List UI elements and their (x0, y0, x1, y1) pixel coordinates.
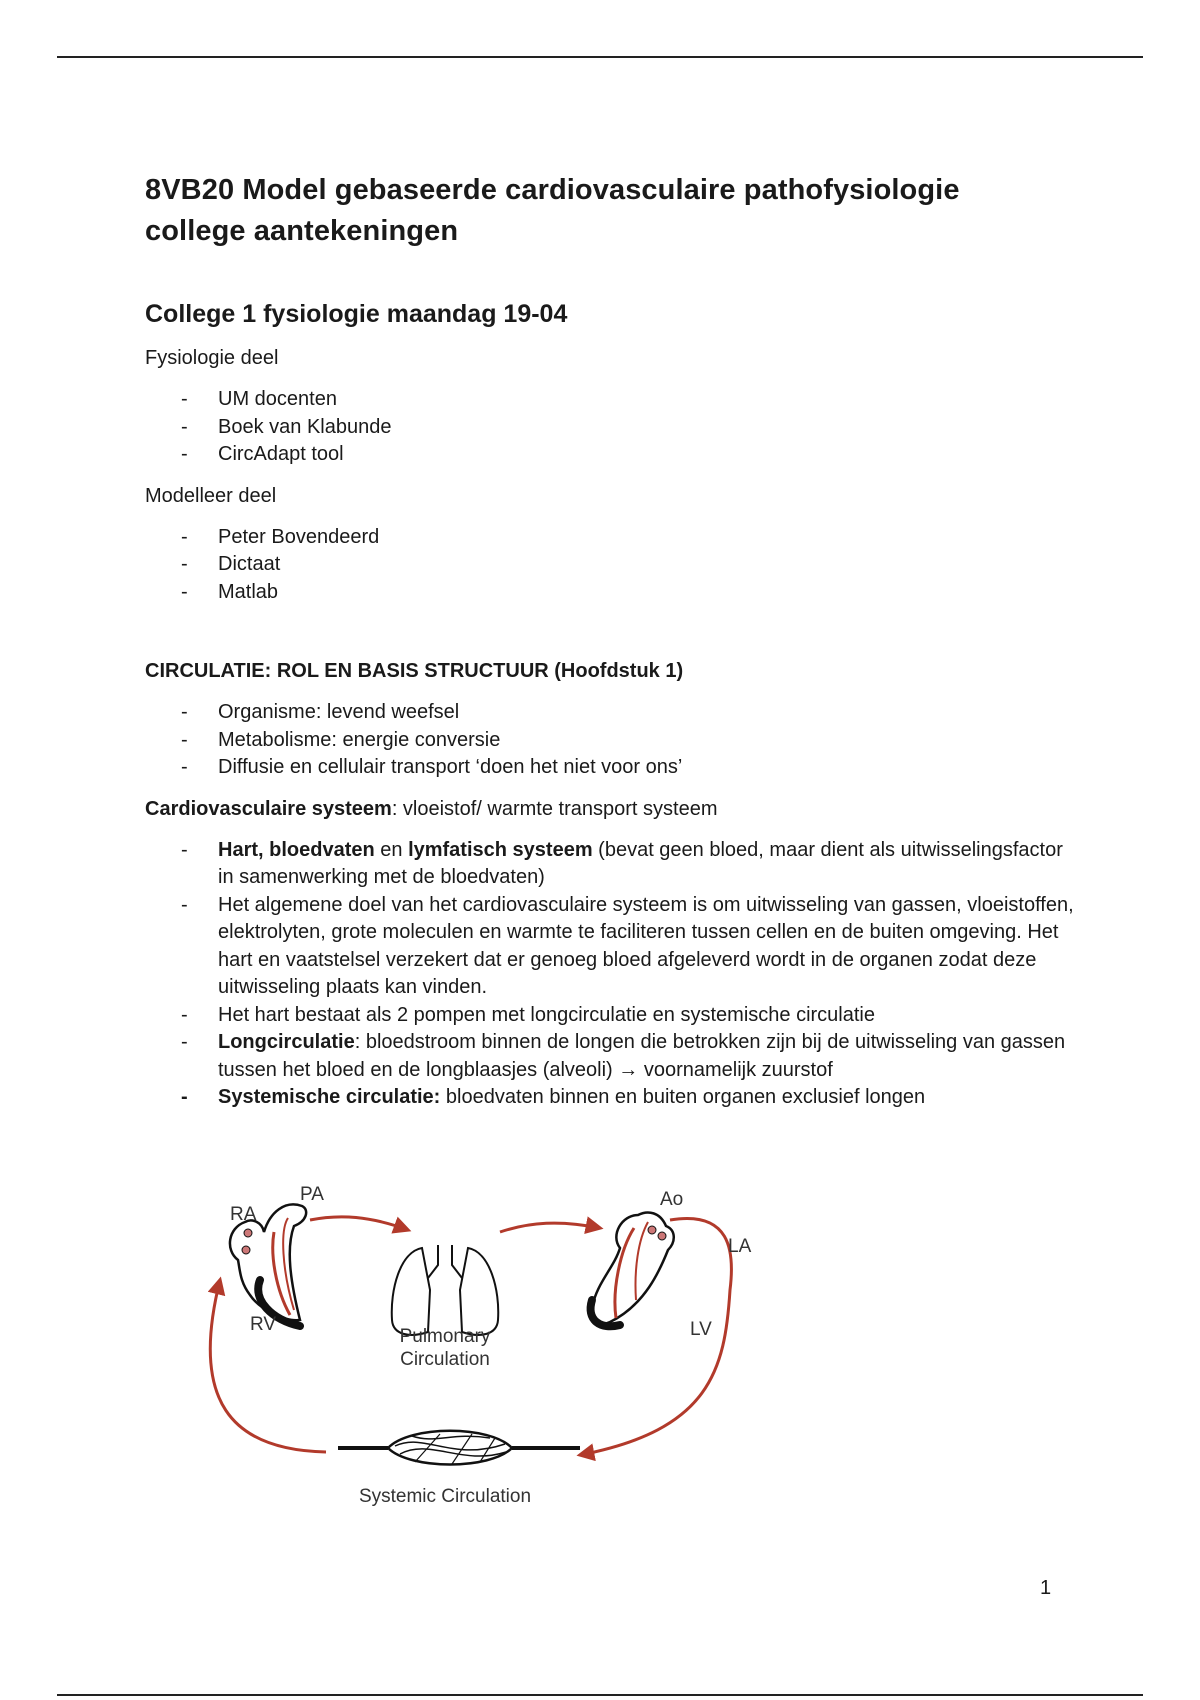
cv1-rest: (bevat geen bloed, maar dient als uitwisselingsfactor in samenwerking met de bloedvaten) (218, 838, 1063, 888)
fysiologie-label: Fysiologie deel (145, 347, 279, 369)
list-item (145, 892, 1075, 1002)
list-item (145, 754, 1075, 782)
cv4-bold: Longcirculatie (218, 1031, 355, 1053)
cv1-bold-2: lymfatisch systeem (408, 838, 593, 861)
cv-term: Cardiovasculaire systeem (145, 797, 392, 820)
label-ra: RA (230, 1204, 257, 1225)
cv4-rest: : bloedstroom binnen de longen die betrokken zijn bij de uitwisseling van gassen tussen het bloed en de longblaasjes (alveoli) → voornamelijk zuurstof (218, 1031, 1066, 1081)
list-item (145, 414, 1075, 442)
cv3-text: Het hart bestaat als 2 pompen met longcirculatie en systemische circulatie (218, 1003, 875, 1026)
list-item (145, 386, 1075, 414)
cv-rest: : vloeistof/ warmte transport systeem (391, 797, 718, 820)
list-item (145, 837, 1075, 892)
dash-bullet: - (181, 893, 188, 916)
list-item-text: CircAdapt tool (218, 443, 344, 465)
list-item (145, 1002, 1075, 1030)
label-pulmonary-line-1: Pulmonary (399, 1326, 491, 1347)
list-item-text: Boek van Klabunde (218, 415, 392, 438)
list-item-text: Dictaat (218, 553, 281, 575)
title-line-1: 8VB20 Model gebaseerde cardiovasculaire pathofysiologie (145, 174, 960, 206)
modelleer-label: Modelleer deel (145, 484, 277, 507)
cv1-bold-1: Hart, bloedvaten (218, 838, 375, 861)
label-systemic: Systemic Circulation (358, 1486, 532, 1507)
lungs-icon (392, 1245, 499, 1335)
label-rv: RV (250, 1314, 277, 1335)
modelleer-list (145, 524, 1075, 607)
list-item-text: UM docenten (218, 388, 337, 410)
dash-bullet: - (181, 1031, 188, 1053)
section-heading: College 1 fysiologie maandag 19-04 (145, 300, 568, 328)
list-item (145, 1029, 1075, 1084)
cv2-text: Het algemene doel van het cardiovasculaire systeem is om uitwisseling van gassen, vloeistoffen, elektrolyten, grote moleculen en warmte te faciliteren tussen cellen en de buiten omgeving. Het hart en vaatstelsel verzekert dat er genoeg bloed afgeleverd wordt in de organen zodat deze uitwisseling plaats kan vinden. (218, 893, 1074, 998)
dash-bullet: - (181, 1086, 188, 1108)
dash-bullet: - (181, 415, 188, 438)
label-pulmonary-line-2: Circulation (400, 1349, 490, 1370)
bottom-rule (57, 1694, 1143, 1696)
list-item (145, 1084, 1075, 1112)
fysiologie-list (145, 386, 1075, 469)
list-item (145, 524, 1075, 552)
dash-bullet: - (181, 525, 188, 548)
label-lv: LV (690, 1319, 712, 1340)
systemic-capillaries-icon (338, 1431, 580, 1465)
cv1-mid: en (374, 838, 409, 861)
page-number: 1 (1040, 1577, 1052, 1599)
title-line-2: college aantekeningen (145, 215, 459, 247)
list-item (145, 579, 1075, 607)
list-item-text: Diffusie en cellulair transport ‘doen het niet voor ons’ (218, 756, 683, 778)
label-la: LA (728, 1236, 752, 1257)
dash-bullet: - (181, 756, 188, 778)
list-item (145, 551, 1075, 579)
dash-bullet: - (181, 701, 188, 723)
top-rule (57, 56, 1143, 58)
list-item (145, 727, 1075, 755)
cv5-rest: bloedvaten binnen en buiten organen exclusief longen (440, 1086, 926, 1108)
left-heart-icon (591, 1213, 674, 1327)
dash-bullet: - (181, 580, 188, 603)
arrow-to-left-heart (500, 1223, 600, 1232)
circulatie-heading: CIRCULATIE: ROL EN BASIS STRUCTUUR (Hoofdstuk 1) (145, 660, 684, 682)
label-ao: Ao (660, 1189, 684, 1210)
dash-bullet: - (181, 1003, 188, 1026)
circulatie-list (145, 699, 1075, 782)
page-content (145, 170, 1075, 1112)
dash-bullet: - (181, 728, 188, 751)
cv-list (145, 837, 1075, 1112)
arrow-to-lungs (310, 1217, 408, 1230)
list-item (145, 441, 1075, 469)
document-title (145, 170, 1075, 252)
list-item-text: Metabolisme: energie conversie (218, 728, 501, 751)
dash-bullet: - (181, 388, 188, 410)
dash-bullet: - (181, 443, 188, 465)
dash-bullet: - (181, 838, 188, 861)
cv-system-definition (145, 796, 1075, 823)
dash-bullet: - (181, 553, 188, 575)
list-item-text: Peter Bovendeerd (218, 525, 380, 548)
list-item (145, 699, 1075, 727)
label-pa: PA (300, 1184, 324, 1205)
cv5-bold: Systemische circulatie: (218, 1086, 441, 1108)
list-item-text: Organisme: levend weefsel (218, 701, 460, 723)
list-item-text: Matlab (218, 580, 279, 603)
circulation-diagram (190, 1170, 800, 1520)
